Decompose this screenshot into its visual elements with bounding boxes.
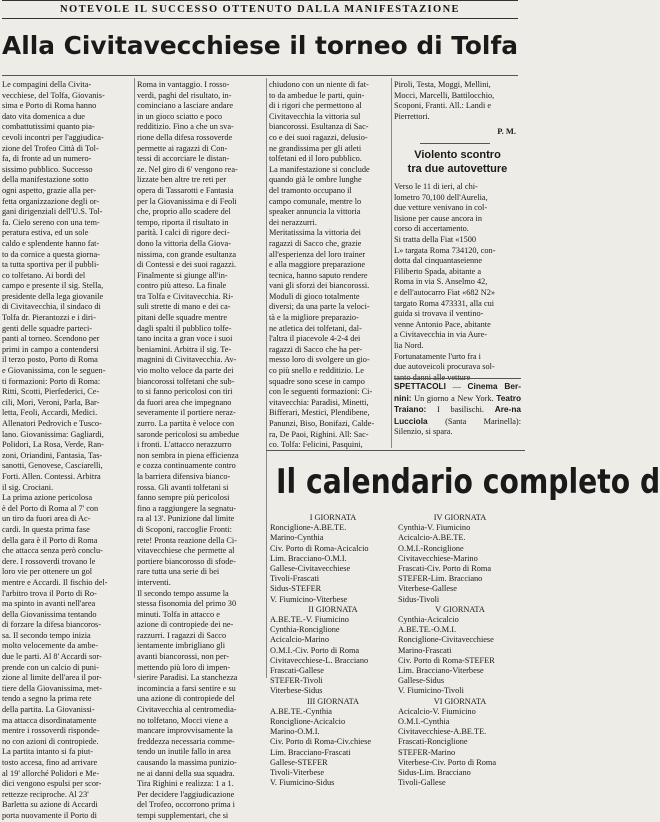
calendar-fixture: Civitavecchiese-A.BE.TE. (398, 727, 487, 737)
calendar-fixture: Civ. Porto di Roma-STEFER (398, 655, 495, 665)
calendar-rule (266, 450, 525, 451)
calendar-fixture: Lim. Bracciano-O.M.I. (270, 553, 347, 563)
headline-rule (2, 75, 518, 76)
calendar-matchday-heading: II GIORNATA (308, 604, 358, 614)
calendar-matchday-heading: I GIORNATA (309, 513, 357, 522)
article-column-1: Le compagini della Civita- vecchiese, del Tolfa, Giovanis- sima e Porto di Roma hanno dato vita domenica a due combattutissimi quanto pia- cevoli incontri per l'aggiudica- zione del Trofeo Città di Tol- fa, di fronte ad un numero- sissimo pubblico. Successo della manifestazione sotto ogni aspetto, grazie alla per- fetta organizzazione degli or- gani dirigenziali dell'U.S. Tol- fa. Cielo sereno con una tem- peratura estiva, ed un sole caldo e splendente hanno fat- to da cornice a questa giorna- ta tutta sportiva per il pubbli- co tolfetano. Ai bordi del campo e presente il sig. Stella, presidente della lega giovanile di Civitavecchia, il sindaco di Tolfa dr. Pierantozzi e i diri- genti delle squadre parteci- panti al torneo. Scendono per primi in campo a contendersi il terzo posto, Porto di Roma e Giovanissima, con le seguen- ti formazioni: Porto di Roma: Ritti, Scotti, Pierfederici, Ce- cili, Mori, Veroni, Parla, Bar- letta, Feoli, Accardi, Medici. Allenatori Pedrovich e Tusco- lano. Giovanissima: Gagliardi, Polidori, La Rosa, Verde, Ran- zoni, Oriandini, Fantasia, Tas- sanotti, Genovese, Casciarelli, Forti. Allen. Contessi. Arbitra il sig. Crociani. La prima azione pericolosa è del Porto di Roma al 7' con un tiro da fuori area di Ac- cardi. In questa prima fase della gara è il Porto di Roma che attacca senza però conclu- dere. I rossoverdi trovano le loro vie per ottenere un gol mentre e Accardi. Il fischio del- l'arbitro trova il Porto di Ro- ma spinto in avanti nell'area della Giovanissima tentando di forzare la difesa biancoros- sa. Il secondo tempo inizia molto velocemente da ambe- due le parti. Al 8' Accardi sor- prende con un calcio di puni- zione al limite dell'area il por- tiere della Giovanissima, met- tendo a segno la prima rete della partita. La Giovanissi- ma attacca disordinatamente mentre i rossoverdi risponde- no con azioni di contropiede. La partita intanto si fa piut- tosto accesa, fino ad arrivare al 19' allorché Polidori e Me- dici vengono espulsi per scor- rettezze reciproche. Al 23' Barletta su azione di Accardi porta nuovamente il Porto di (2, 80, 108, 820)
article-column-3: chiudono con un niente di fat- to da ambedue le parti, quin- di i rigori che permettono al Civitavecchia la vittoria sul biancorossi. Esultanza di Sac- co e dei suoi ragazzi, delusio- ne grandissima per gli atleti tolfetani ed il loro pubblico. La manifestazione si conclude quando già le ombre lunghe del tramonto occupano il campo comunale, mentre lo speaker annuncia la vittoria dei nerazzurri. Meritatissima la vittoria dei ragazzi di Sacco che, grazie all'esperienza del loro trainer e alla maggiore preparazione tecnica, hanno saputo rendere vani gli sforzi dei biancorossi. Moduli di gioco totalmente diversi; da una parte la veloci- tà e la migliore preparazio- ne atletica dei tolfetani, dal- l'altra il piacevole 4-2-4 dei ragazzi di Sacco che ha per- messo loro di svolgere un gio- co più snello e redditizio. Le squadre sono scese in campo con le seguenti formazioni: Ci- vitavecchia: Paradisi, Minetti, Bifferari, Mestici, Plendibene, Panunzi, Biso, Bonifazi, Calde- ra, De Paoi, Righini. All: Sac- co. Tolfa: Felicini, Pasquini, (269, 80, 375, 450)
calendar-fixture: Cynthia-Acicalcio (398, 615, 459, 625)
calendar-column-left (270, 513, 396, 788)
article-column-2: Roma in vantaggio. I rosso- verdi, paghi del risultato, in- cominciano a lasciare andare in un gioco sciatto e poco redditizio. Fino a che un sva- rione della difesa rossoverde permette ai ragazzi di Con- tessi di accorciare le distan- ze. Nel giro di 6' vengono rea- lizzate ben altre tre reti per opera di Tassarotti e Fantasia per la Giovanissima e di Feoli che, proprio allo scadere del tempo, riporta il risultato in parità. I calci di rigore deci- dono la vittoria della Giova- nissima, con grande esultanza di Contessi e dei suoi ragazzi. Finalmente si giunge all'in- contro più atteso. La finale tra Tolfa e Civitavecchia. Ri- suli strette di mano e dei ca- pitani delle squadre mentre dagli spalti il pubblico tolfe- tano incita a gran voce i suoi beniamini. Arbitra il sig. Te- magnini di Civitavecchia. Av- vio molto veloce da parte dei biancorossi tolfetani che sub- to si fanno pericolosi con tiri da fuori area che impegnano severamente il portiere neraz- zurro. La partita è veloce con saronde pericolosi su ambedue i fronti. L'attacco nerazzurro non sembra in piena efficienza e cozza continuamente contro la barriera difensiva bianco- rossa. Gli avanti tolfetani si fanno sempre più pericolosi fino a raggiungere la segnatu- ra al 13'. Punizione dal limite di Scoponi, raccoglie Fronti: rete! Pronta reazione della Ci- vitavecchiese che permette al portiere biancorosso di sfode- rare tutta una serie di bei interventi. Il secondo tempo assume la stessa fisonomia del primo 30 minuti. Tolfa in attacco e azione di contropiede dei ne- razzurri. I ragazzi di Sacco ientamente imbrigliano gli avanti biancorossi, non per- mettendo più loro di impen- sierire Paradisi. La stanchezza incomincia a farsi sentire e su una azione di contropiede del Civitavecchia al centromedia- no tolfetano, Mocci viene a mancare improvvisamente la freddezza necessaria comme- tendo un inutile fallo in area causando la massima punizio- ne ai danni della sua squadra. Tira Righini e realizza: 1 a 1. Per decidere l'aggiudicazione del Trofeo, occorrono prima i tempi supplementari, che si (137, 80, 240, 820)
column-divider-1 (134, 78, 135, 678)
article-column-4-top: Piroli, Testa, Moggi, Mellini, Mocci, Marcelli, Battilocchio, Scoponi, Franti. All.: Landi e Pierrettori. (394, 80, 495, 121)
article-signature: P. M. (497, 126, 516, 136)
calendar-fixture: Marino-O.M.I. (270, 727, 320, 737)
calendar-fixture: Frascati-Civ. Porto di Roma (398, 564, 492, 574)
column-divider-2 (266, 78, 267, 678)
spettacoli-box: SPETTACOLI — Cinema Ber- nini: Un giorno a New York. Teatro Traiano: I basilischi. Are-na Lucciola (Santa Marinella): Silenzio, si spara. (394, 381, 522, 437)
kicker-strapline: NOTEVOLE IL SUCCESSO OTTENUTO DALLA MANIFESTAZIONE (2, 0, 518, 19)
calendar-fixture: Sidus-Lim. Bracciano (398, 768, 471, 778)
calendar-fixture: Cynthia-Ronciglione (270, 625, 340, 635)
calendar-fixture: Sidus-STEFER (270, 584, 322, 594)
calendar-fixture: Tivoli-Gallese (398, 778, 446, 788)
calendar-fixture: Lim. Bracciano-Frascati (270, 747, 351, 757)
calendar-fixture: STEFER-Tivoli (270, 676, 323, 686)
accident-article-body: Verso le 11 di ieri, al chi- lometro 70,100 dell'Aurelia, due vetture venivano in col- lisione per cause ancora in corso di accertamento. Si tratta della Fiat «1500 L» targata Roma 734120, con- dotta dal cinquantaseienne Filiberto Spada, abitante a Roma in via S. Anselmo 42, e dell'autocarro Fiat «682 N2» targato Roma 473331, alla cui guida si trovava il ventino- venne Antonio Pace, abitante a Civitavecchia in via Aure- lia Nord. Fortunatamente l'urto fra i due autoveicoli procurava sol- tanto danni alle vetture (394, 182, 496, 382)
calendar-fixture: Civitavecchiese-Marino (398, 553, 478, 563)
calendar-fixture: Ronciglione-A.BE.TE. (270, 523, 347, 533)
accident-headline (394, 148, 521, 176)
calendar-matchday-heading: III GIORNATA (306, 696, 360, 706)
spettacoli-label: SPETTACOLI (394, 381, 446, 391)
calendar-fixture: Frascati-Ronciglione (398, 737, 468, 747)
calendar-fixture: Gallese-Civitavecchiese (270, 564, 351, 574)
calendar-fixture: Viterbese-Gallese (398, 584, 457, 594)
column-divider-3 (391, 78, 392, 448)
calendar-fixture: O.M.I.-Civ. Porto di Roma (270, 645, 360, 655)
spettacoli-venue-1-text: Un giorno a New York. (414, 393, 494, 403)
calendar-fixture: Civ. Porto di Roma-Civ.chiese (270, 737, 372, 747)
spettacoli-venue-1b: nini: (394, 392, 412, 403)
accident-headline-line1: Violento scontro (414, 149, 501, 161)
calendar-fixture: Cynthia-V. Fiumicino (398, 523, 471, 533)
calendar-fixture: V. Fiumicino-Viterbese (270, 594, 348, 604)
calendar-fixture: Marino-Frascati (398, 645, 452, 655)
spettacoli-venue-3b: na Lucciola (394, 404, 521, 426)
calendar-fixture: Ronciglione-Acicalcio (270, 717, 346, 727)
article-separator (420, 143, 490, 144)
calendar-fixture: Acicalcio-V. Fiumicino (398, 706, 476, 716)
main-headline: Alla Civitavecchiese il torneo di Tolfa (2, 31, 518, 60)
calendar-fixture: Marino-Cynthia (270, 533, 324, 543)
calendar-fixture: Acicalcio-Marino (270, 635, 329, 645)
accident-headline-line2: tra due autovetture (407, 163, 508, 175)
calendar-matchday-heading: VI GIORNATA (433, 696, 487, 706)
calendar-fixture: A.BE.TE.-O.M.I. (398, 625, 457, 635)
calendar-fixture: Acicalcio-A.BE.TE. (398, 533, 466, 543)
calendar-fixture: Civitavecchiese-L. Bracciano (270, 655, 369, 665)
calendar-fixture: STEFER-Lim. Bracciano (398, 574, 483, 584)
calendar-fixture: Frascati-Gallese (270, 666, 324, 676)
calendar-fixture: Tivoli-Viterbese (270, 768, 325, 778)
calendar-fixture: A.BE.TE.-V. Fiumicino (270, 615, 349, 625)
calendar-fixture: O.M.I.-Cynthia (398, 717, 450, 727)
calendar-fixture: STEFER-Marino (398, 747, 456, 757)
calendar-fixture: Viterbese-Civ. Porto di Roma (398, 757, 497, 767)
spettacoli-venue-2: Teatro Traiano: (394, 392, 522, 415)
calendar-fixture: Lim. Bracciano-Viterbese (398, 666, 484, 676)
calendar-matchday-heading: V GIORNATA (435, 604, 485, 614)
spettacoli-venue-1: Cinema Ber- (467, 381, 521, 391)
calendar-matchday-heading: IV GIORNATA (433, 513, 487, 522)
calendar-fixture: Gallese-STEFER (270, 757, 328, 767)
spettacoli-rule-top (394, 378, 521, 379)
spettacoli-venue-2-text: I basilischi. (437, 405, 484, 415)
calendar-column-right (398, 513, 522, 788)
calendar-fixture: Civ. Porto di Roma-Acicalcio (270, 543, 369, 553)
calendar-fixture: Tivoli-Frascati (270, 574, 320, 584)
spettacoli-venue-3: Are- (494, 404, 512, 415)
calendar-fixture: Gallese-Sidus (398, 676, 445, 686)
calendar-fixture: Viterbese-Sidus (270, 686, 323, 696)
spettacoli-venue-3-text: Silenzio, si spara. (394, 427, 453, 437)
calendar-fixture: Sidus-Tivoli (398, 594, 440, 604)
calendar-fixture: V. Fiumicino-Tivoli (398, 686, 464, 696)
calendar-title: Il calendario completo d (276, 462, 660, 502)
calendar-fixture: Ronciglione-Civitavecchiese (398, 635, 494, 645)
calendar-fixture: A.BE.TE.-Cynthia (270, 706, 332, 716)
spettacoli-venue-3-paren: (Santa Marinella): (445, 416, 521, 426)
calendar-fixture: V. Fiumicino-Sidus (270, 778, 335, 788)
calendar-fixture: O.M.I.-Ronciglione (398, 543, 464, 553)
